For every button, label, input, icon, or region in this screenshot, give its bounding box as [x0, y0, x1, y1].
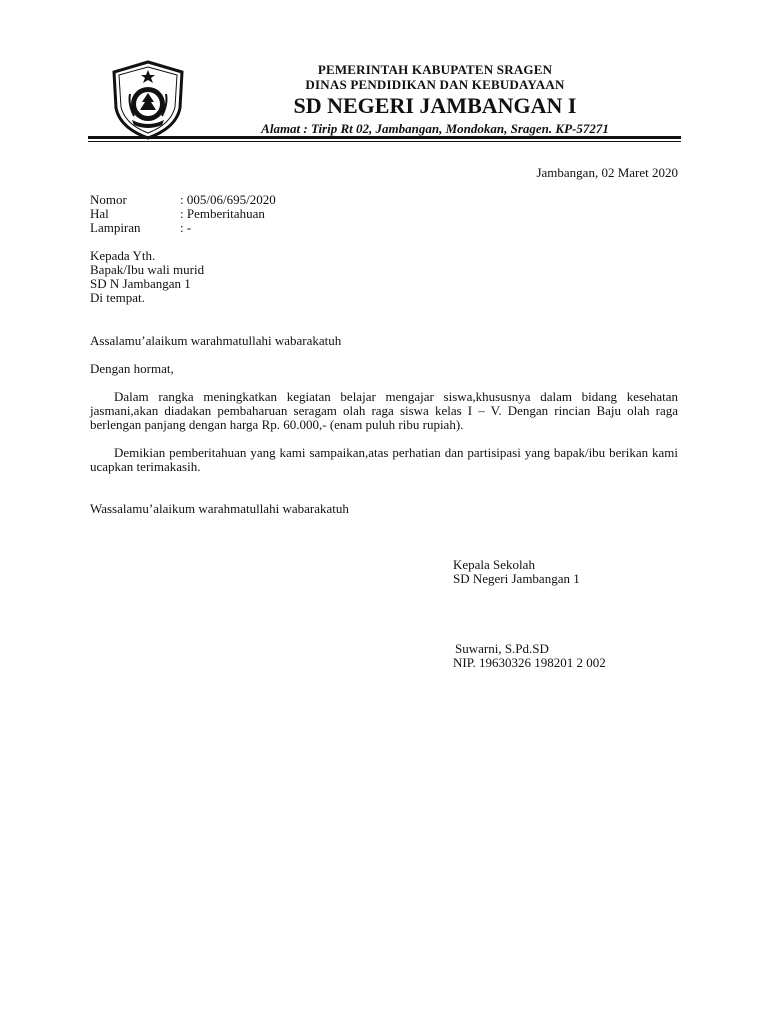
signatory-name: Suwarni, S.Pd.SD	[455, 641, 549, 656]
recipient-line: Kepada Yth.	[90, 248, 156, 263]
signatory-school: SD Negeri Jambangan 1	[453, 571, 580, 586]
recipient-line: Di tempat.	[90, 290, 145, 305]
letterhead	[200, 62, 670, 137]
salutation: Dengan hormat,	[90, 361, 174, 376]
signatory-nip: NIP. 19630326 198201 2 002	[453, 655, 606, 670]
meta-row-subject	[90, 207, 276, 221]
department-name: DINAS PENDIDIKAN DAN KEBUDAYAAN	[305, 77, 565, 92]
closing-greeting: Wassalamu’alaikum warahmatullahi wabarakatuh	[90, 501, 349, 516]
meta-value: : -	[180, 220, 192, 235]
meta-label: Hal	[90, 206, 109, 221]
school-name: SD NEGERI JAMBANGAN I	[293, 93, 577, 118]
body-paragraph: Demikian pemberitahuan yang kami sampaikan,atas perhatian dan partisipasi yang bapak/ibu berikan kami ucapkan terimakasih.	[90, 445, 678, 474]
signature-block	[453, 558, 580, 586]
signatory-title: Kepala Sekolah	[453, 557, 535, 572]
letter-date: Jambangan, 02 Maret 2020	[536, 165, 678, 180]
meta-label: Nomor	[90, 192, 127, 207]
meta-label: Lampiran	[90, 220, 141, 235]
recipient-block	[90, 249, 204, 305]
sragen-regency-crest-icon	[110, 60, 186, 140]
government-name: PEMERINTAH KABUPATEN SRAGEN	[317, 62, 553, 77]
letterhead-divider-thin	[88, 141, 681, 142]
recipient-line: Bapak/Ibu wali murid	[90, 262, 205, 277]
meta-row-number	[90, 193, 276, 207]
school-address: Alamat : Tirip Rt 02, Jambangan, Mondokan, Sragen. KP-57271	[261, 121, 609, 136]
letterhead-divider-thick	[88, 136, 681, 139]
meta-value: : 005/06/695/2020	[180, 192, 276, 207]
meta-value: : Pemberitahuan	[180, 206, 265, 221]
recipient-line: SD N Jambangan 1	[90, 276, 191, 291]
meta-row-attachment	[90, 221, 276, 235]
letter-meta	[90, 193, 276, 235]
body-paragraph: Dalam rangka meningkatkan kegiatan belajar mengajar siswa,khususnya dalam bidang kesehatan jasmani,akan diadakan pembaharuan seragam olah raga siswa kelas I – V. Dengan rincian Baju olah raga berlengan panjang dengan harga Rp. 60.000,- (enam puluh ribu rupiah).	[90, 389, 678, 432]
opening-greeting: Assalamu’alaikum warahmatullahi wabarakatuh	[90, 333, 342, 348]
